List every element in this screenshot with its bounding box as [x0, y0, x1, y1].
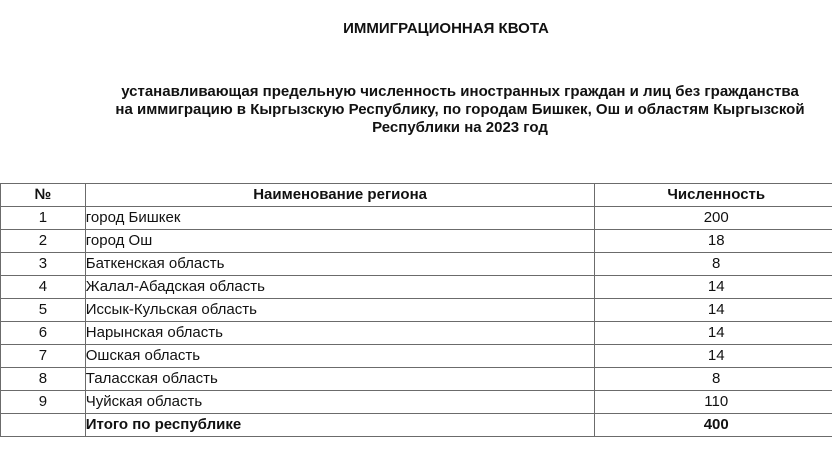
row-region: Таласская область	[85, 368, 595, 391]
row-region: Жалал-Абадская область	[85, 276, 595, 299]
row-num: 4	[1, 276, 86, 299]
header-count: Численность	[595, 184, 832, 207]
row-region: Чуйская область	[85, 391, 595, 414]
row-num: 7	[1, 345, 86, 368]
row-num: 2	[1, 230, 86, 253]
row-count: 14	[595, 276, 832, 299]
row-num: 9	[1, 391, 86, 414]
row-num: 1	[1, 207, 86, 230]
row-count: 8	[595, 368, 832, 391]
table-row	[1, 299, 832, 322]
total-count: 400	[595, 414, 832, 437]
subtitle-line-3: Республики на 2023 год	[372, 119, 548, 136]
row-count: 14	[595, 322, 832, 345]
document-subtitle	[80, 83, 832, 137]
row-num: 8	[1, 368, 86, 391]
table-row	[1, 368, 832, 391]
table-total-row	[1, 414, 832, 437]
subtitle-line-1: устанавливающая предельную численность иностранных граждан и лиц без гражданства	[121, 83, 799, 100]
row-count: 14	[595, 299, 832, 322]
table-row	[1, 253, 832, 276]
row-count: 14	[595, 345, 832, 368]
total-num	[1, 414, 86, 437]
table-row	[1, 391, 832, 414]
row-count: 18	[595, 230, 832, 253]
row-region: Нарынская область	[85, 322, 595, 345]
row-count: 110	[595, 391, 832, 414]
table-row	[1, 230, 832, 253]
row-count: 200	[595, 207, 832, 230]
quota-table	[0, 183, 832, 437]
document-title: ИММИГРАЦИОННАЯ КВОТА	[343, 20, 549, 37]
row-num: 5	[1, 299, 86, 322]
row-count: 8	[595, 253, 832, 276]
table-row	[1, 322, 832, 345]
row-num: 6	[1, 322, 86, 345]
table-row	[1, 207, 832, 230]
subtitle-line-2: на иммиграцию в Кыргызскую Республику, по городам Бишкек, Ош и областям Кыргызской	[115, 101, 805, 118]
header-region: Наименование региона	[85, 184, 595, 207]
row-region: город Ош	[85, 230, 595, 253]
table-header-row	[1, 184, 832, 207]
row-region: Ошская область	[85, 345, 595, 368]
table-row	[1, 345, 832, 368]
row-num: 3	[1, 253, 86, 276]
row-region: Иссык-Кульская область	[85, 299, 595, 322]
table-row	[1, 276, 832, 299]
row-region: Баткенская область	[85, 253, 595, 276]
row-region: город Бишкек	[85, 207, 595, 230]
header-num: №	[1, 184, 86, 207]
total-label: Итого по республике	[85, 414, 595, 437]
